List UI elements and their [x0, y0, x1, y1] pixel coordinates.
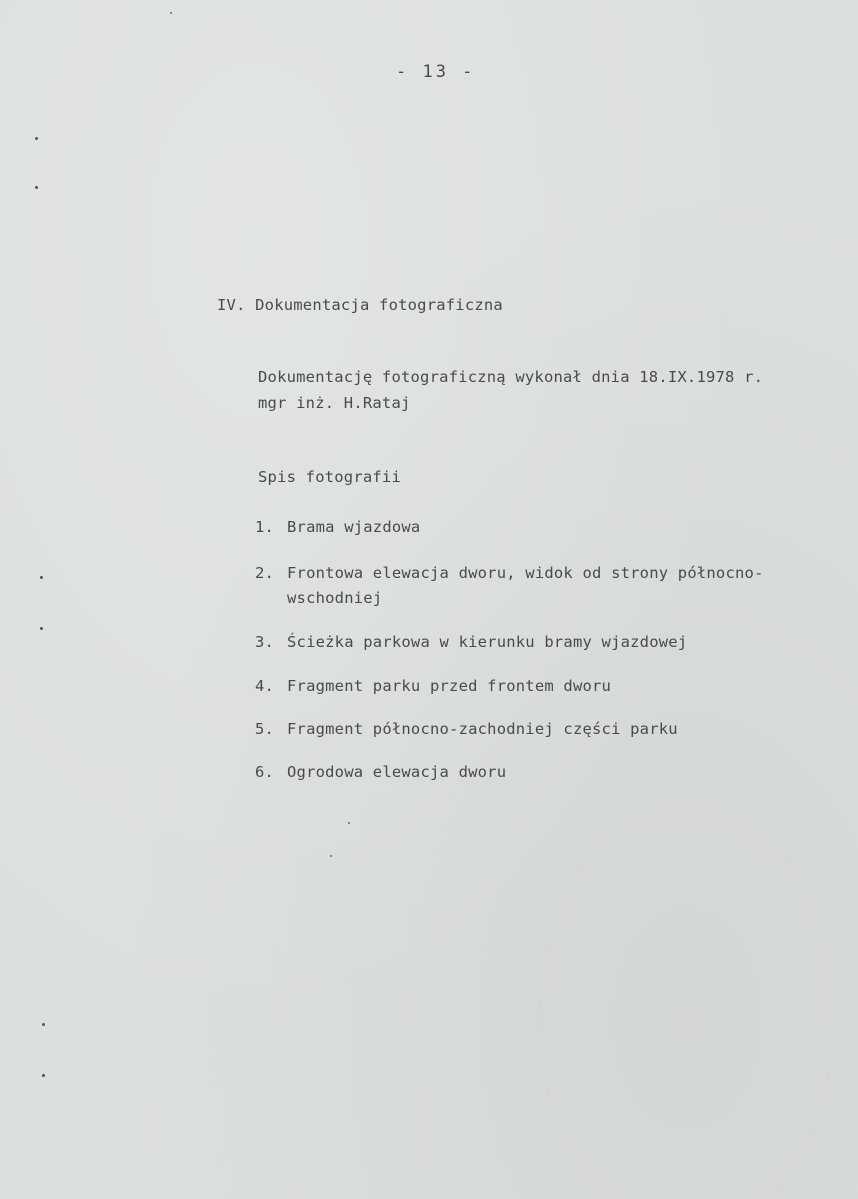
- list-item-number: 2.: [255, 564, 275, 582]
- list-item-text: Ogrodowa elewacja dworu: [287, 763, 507, 781]
- list-item-text: Fragment parku przed frontem dworu: [287, 677, 612, 695]
- page-number: - 13 -: [396, 62, 476, 82]
- punch-hole-mark: [40, 576, 43, 579]
- punch-hole-mark: [40, 627, 43, 630]
- list-item-text: Brama wjazdowa: [287, 518, 421, 536]
- list-item-number: 4.: [255, 677, 275, 695]
- punch-hole-mark: [42, 1074, 45, 1077]
- paper-speck: [330, 855, 332, 857]
- documentation-note-line-2: mgr inż. H.Rataj: [258, 394, 411, 412]
- punch-hole-mark: [42, 1023, 45, 1026]
- documentation-note-line-1: Dokumentację fotograficzną wykonał dnia 18.IX.1978 r.: [258, 368, 764, 386]
- punch-hole-mark: [35, 186, 38, 189]
- list-item-text: Fragment północno-zachodniej części parku: [287, 720, 678, 738]
- list-item-number: 5.: [255, 720, 275, 738]
- punch-hole-mark: [35, 137, 38, 140]
- paper-speck: [348, 822, 350, 824]
- list-item-number: 1.: [255, 518, 275, 536]
- list-item-number: 6.: [255, 763, 275, 781]
- list-item-text: Ścieżka parkowa w kierunku bramy wjazdowej: [287, 633, 688, 651]
- list-item-text-continuation: wschodniej: [287, 589, 383, 607]
- section-heading: IV. Dokumentacja fotograficzna: [217, 296, 503, 314]
- photo-list-title: Spis fotografii: [258, 468, 401, 486]
- list-item-number: 3.: [255, 633, 275, 651]
- paper-speck: [170, 12, 172, 14]
- list-item-text: Frontowa elewacja dworu, widok od strony północno-: [287, 564, 764, 582]
